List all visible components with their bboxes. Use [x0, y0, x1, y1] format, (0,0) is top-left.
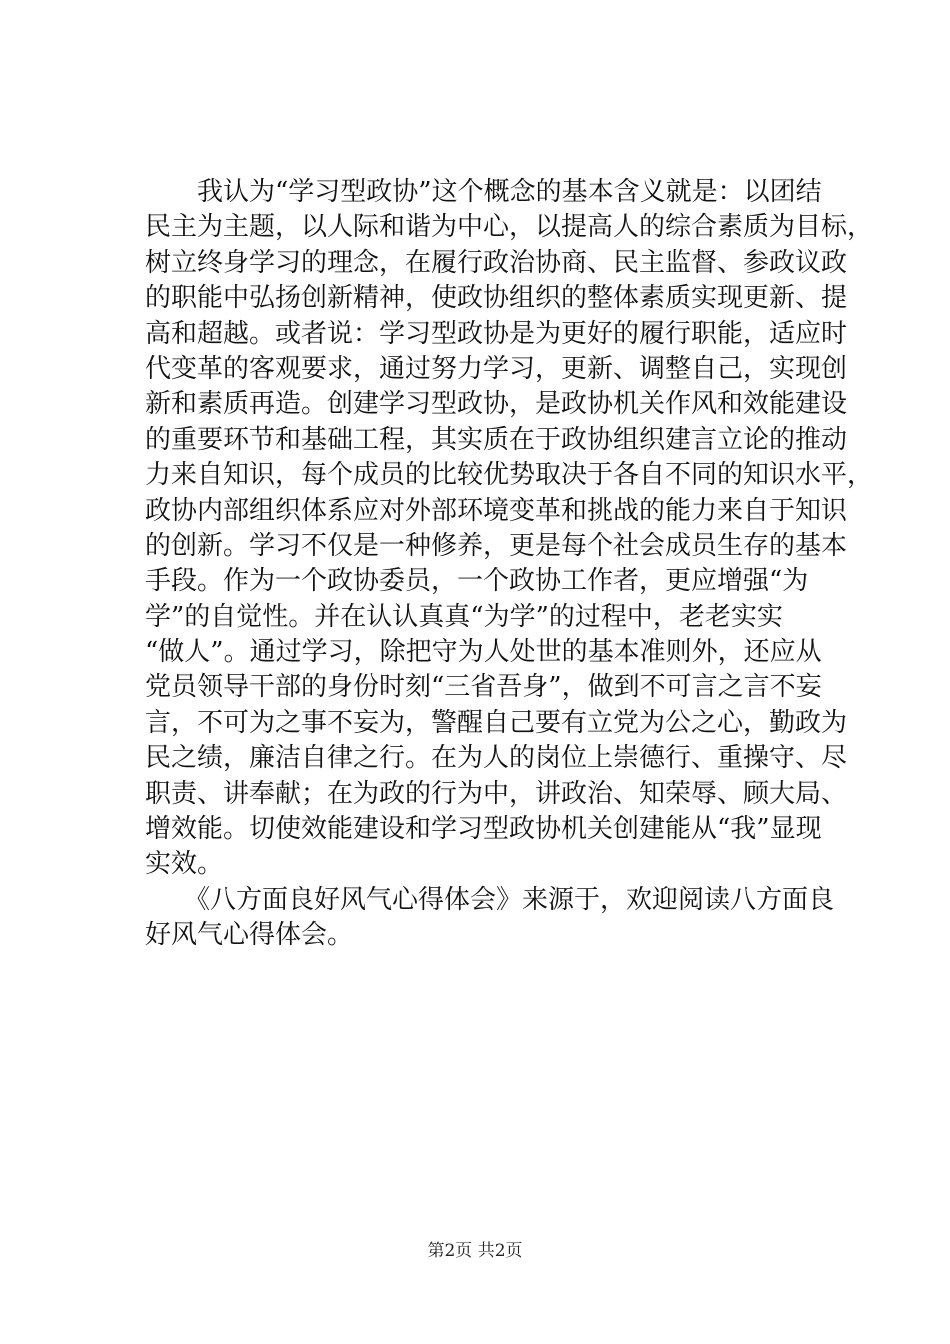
text-line: 学”的自觉性。并在认认真真“为学”的过程中，老老实实 — [145, 601, 783, 632]
text-line: 新和素质再造。创建学习型政协，是政协机关作风和效能建设 — [145, 389, 848, 420]
text-line: 增效能。切使效能建设和学习型政协机关创建能从“我”显现 — [145, 814, 822, 845]
text-line: 力来自知识，每个成员的比较优势取决于各自不同的知识水平， — [145, 460, 874, 491]
text-line: 的创新。学习不仅是一种修养，更是每个社会成员生存的基本 — [145, 530, 848, 561]
text-line: 职责、讲奉献；在为政的行为中，讲政治、知荣辱、顾大局、 — [145, 778, 848, 809]
text-line: 民主为主题，以人际和谐为中心，以提高人的综合素质为目标， — [145, 212, 874, 243]
text-line: 高和超越。或者说：学习型政协是为更好的履行职能，适应时 — [145, 318, 848, 349]
text-line: 的重要环节和基础工程，其实质在于政协组织建言立论的推动 — [145, 424, 848, 455]
text-line: 言，不可为之事不妄为，警醒自己要有立党为公之心，勤政为 — [145, 707, 848, 738]
text-line: 实效。 — [145, 849, 224, 880]
text-line: 代变革的客观要求，通过努力学习，更新、调整自己，实现创 — [145, 353, 848, 384]
text-line: 民之绩，廉洁自律之行。在为人的岗位上崇德行、重操守、尽 — [145, 743, 848, 774]
text-line: 的职能中弘扬创新精神，使政协组织的整体素质实现更新、提 — [145, 283, 848, 314]
page-number: 第2页 共2页 — [427, 1241, 523, 1261]
text-line: 政协内部组织体系应对外部环境变革和挑战的能力来自于知识 — [145, 495, 848, 526]
body-text — [145, 175, 874, 954]
text-line: “做人”。通过学习，除把守为人处世的基本准则外，还应从 — [145, 637, 822, 668]
text-line: 树立终身学习的理念，在履行政治协商、民主监督、参政议政 — [145, 247, 848, 278]
text-line: 好风气心得体会。 — [145, 920, 354, 951]
page-footer — [0, 1240, 950, 1262]
text-line: 《八方面良好风气心得体会》来源于，欢迎阅读八方面良 — [145, 884, 835, 915]
text-line: 手段。作为一个政协委员，一个政协工作者，更应增强“为 — [145, 566, 809, 597]
text-line: 我认为“学习型政协”这个概念的基本含义就是：以团结 — [145, 177, 822, 207]
text-line: 党员领导干部的身份时刻“三省吾身”，做到不可言之言不妄 — [145, 672, 822, 703]
